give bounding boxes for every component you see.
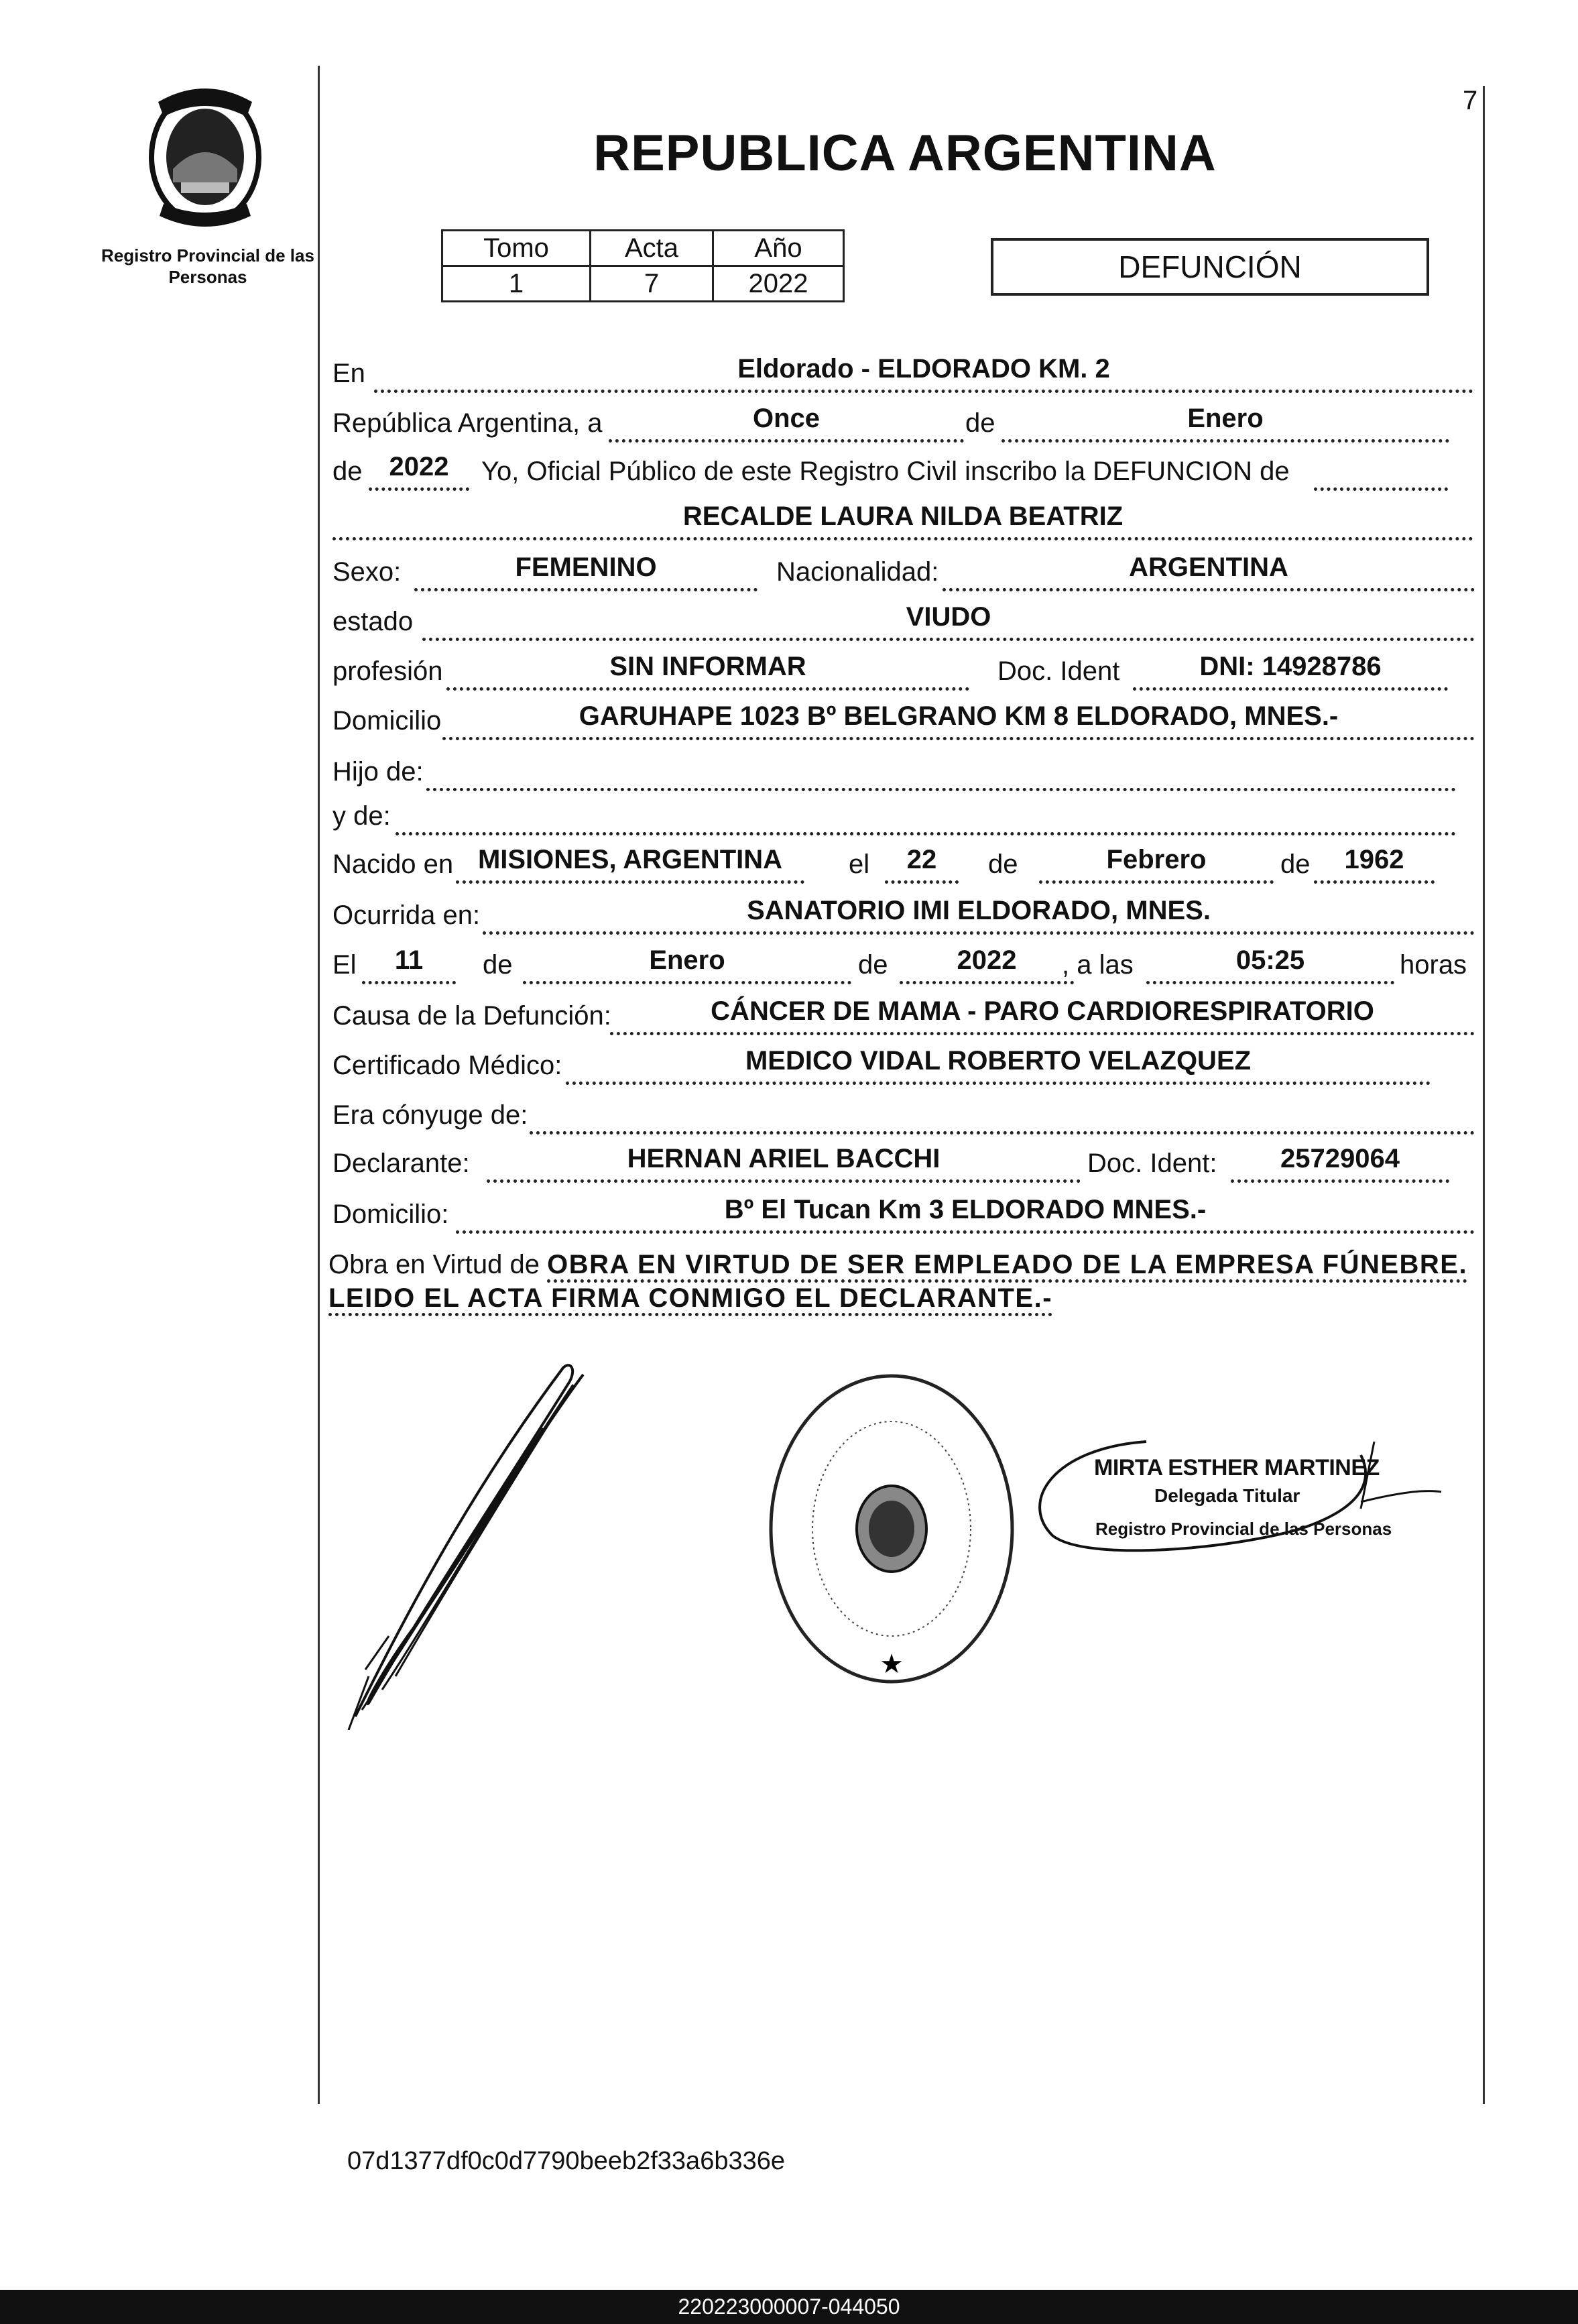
de-label: de [965,408,995,438]
republica-label: República Argentina, a [332,408,603,438]
row-yo [328,453,1481,491]
hijo-de-field [426,753,1456,791]
obra-text-1: OBRA EN VIRTUD DE SER EMPLEADO DE LA EMPRESA FÚNEBRE. [547,1250,1467,1283]
sexo-value: FEMENINO [515,553,657,582]
a-las-label: , a las [1062,950,1134,980]
row-ocurrida [328,897,1481,935]
obra-line-2 [328,1283,1052,1314]
certificado-label: Certificado Médico: [332,1051,562,1080]
doc-ident-label: Doc. Ident [997,656,1120,686]
official-name: MIRTA ESTHER MARTINEZ [1094,1455,1380,1480]
de-label-4: de [1280,850,1311,879]
document-hash: 07d1377df0c0d7790beeb2f33a6b336e [347,2147,785,2175]
row-causa [328,998,1481,1035]
row-sexo [328,554,1481,591]
day-value: Once [752,404,821,433]
province-coat-of-arms [139,82,271,236]
birth-year-field [1314,846,1435,884]
deceased-name-field [332,502,1473,540]
official-role: Delegada Titular [1154,1485,1300,1506]
death-day: 11 [394,945,424,975]
year-field [369,453,469,491]
row-nacido [328,846,1481,884]
certificado-value: MEDICO VIDAL ROBERTO VELAZQUEZ [745,1046,1252,1076]
header-anio: Año [713,231,844,266]
place-value: Eldorado - ELDORADO KM. 2 [737,354,1110,384]
row-profesion [328,653,1481,691]
birth-day: 22 [906,845,937,874]
row-fecha-defuncion [328,947,1481,984]
decl-domicilio-label: Domicilio: [332,1200,449,1229]
ocurrida-value: SANATORIO IMI ELDORADO, MNES. [747,896,1211,925]
decl-doc-field [1231,1145,1449,1183]
estado-value: VIUDO [906,602,991,632]
page-number: 7 [1463,86,1478,115]
nacionalidad-field [943,553,1475,591]
death-year-field [900,946,1074,984]
de-label-3: de [988,850,1018,879]
day-field [609,404,964,443]
row-en [328,355,1481,393]
footer-code: 220223000007-044050 [0,2290,1578,2324]
birth-month-field [1039,846,1274,884]
de-label-6: de [858,950,888,980]
causa-field [610,997,1475,1035]
obra-label: Obra en Virtud de [328,1250,540,1279]
left-margin-line [318,66,320,2104]
nacionalidad-label: Nacionalidad: [776,557,939,587]
de-label-2: de [332,457,363,486]
nacido-en-field [456,846,804,884]
de-label-5: de [483,950,513,980]
row-y-de [328,798,1481,835]
death-year: 2022 [957,945,1017,975]
sexo-field [414,553,757,591]
row-republica [328,405,1481,443]
profesion-field [446,652,969,691]
record-type-box: DEFUNCIÓN [991,238,1429,296]
el-label: el [849,850,870,879]
place-field [374,355,1473,393]
header-acta: Acta [591,231,713,266]
ocurrida-label: Ocurrida en: [332,900,481,930]
declarant-signature [342,1354,597,1730]
birth-month: Febrero [1106,845,1207,874]
estado-label: estado [332,607,414,636]
doc-ident-value: DNI: 14928786 [1199,652,1382,681]
year-value: 2022 [389,452,449,481]
official-org: Registro Provincial de las Personas [1095,1519,1392,1539]
conyuge-label: Era cónyuge de: [332,1100,528,1130]
profesion-label: profesión [332,656,443,686]
causa-label: Causa de la Defunción: [332,1001,611,1031]
declarante-value: HERNAN ARIEL BACCHI [627,1144,940,1173]
row-certificado [328,1047,1481,1085]
row-domicilio [328,703,1481,740]
birth-day-field [885,846,959,884]
row-declarante [328,1145,1481,1183]
horas-label: horas [1400,950,1467,980]
death-month-field [523,946,851,984]
header-tomo: Tomo [442,231,591,266]
row-estado [328,603,1481,641]
nacido-en-label: Nacido en [332,850,454,879]
value-anio: 2022 [713,266,844,302]
obra-text-2: LEIDO EL ACTA FIRMA CONMIGO EL DECLARANTE.- [328,1283,1052,1316]
en-label: En [332,359,365,388]
deceased-name: RECALDE LAURA NILDA BEATRIZ [682,502,1124,531]
value-tomo: 1 [442,266,591,302]
domicilio-label: Domicilio [332,706,442,736]
estado-field [422,603,1475,641]
value-acta: 7 [591,266,713,302]
birth-year: 1962 [1344,845,1404,874]
registry-label: Registro Provincial de las Personas [101,245,314,287]
nacido-en-value: MISIONES, ARGENTINA [477,845,783,874]
domicilio-field [442,702,1475,740]
declarante-field [487,1145,1081,1183]
row-hijo-de [328,754,1481,791]
row-conyuge [328,1097,1481,1135]
obra-line-1 [328,1250,1467,1280]
declarante-label: Declarante: [332,1149,470,1178]
el-cap-label: El [332,950,357,980]
month-value: Enero [1187,404,1264,433]
blank-field [1314,453,1448,491]
causa-value: CÁNCER DE MAMA - PARO CARDIORESPIRATORIO [711,996,1374,1026]
domicilio-value: GARUHAPE 1023 Bº BELGRANO KM 8 ELDORADO, MNES.- [579,701,1339,731]
decl-doc-value: 25729064 [1280,1144,1400,1173]
doc-ident-field [1133,652,1448,691]
decl-domicilio-value: Bº El Tucan Km 3 ELDORADO MNES.- [724,1195,1207,1224]
decl-domicilio-field [456,1196,1475,1234]
sexo-label: Sexo: [332,557,402,587]
hora-field [1146,946,1394,984]
conyuge-field [530,1096,1475,1135]
death-month: Enero [649,945,725,975]
row-nombre [328,503,1481,540]
yo-text: Yo, Oficial Público de este Registro Civil inscribo la DEFUNCION de [481,457,1290,486]
right-margin-line [1483,86,1485,2104]
certificado-field [566,1047,1431,1085]
svg-text:★: ★ [879,1649,904,1680]
hijo-de-label: Hijo de: [332,757,424,787]
document-title: REPUBLICA ARGENTINA [593,125,1217,182]
y-de-label: y de: [332,801,391,831]
decl-doc-label: Doc. Ident: [1087,1149,1217,1178]
row-decl-domicilio [328,1196,1481,1234]
hora-value: 05:25 [1235,945,1305,975]
profesion-value: SIN INFORMAR [609,652,806,681]
month-field [1002,404,1449,443]
ocurrida-field [483,896,1475,935]
official-stamp [764,1368,1019,1690]
y-de-field [396,797,1456,835]
death-day-field [362,946,456,984]
record-table [441,229,845,302]
nacionalidad-value: ARGENTINA [1129,553,1288,582]
